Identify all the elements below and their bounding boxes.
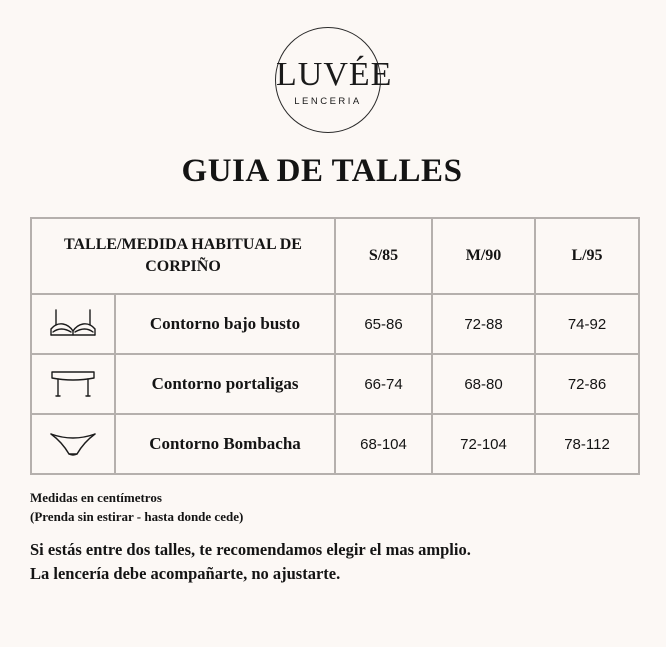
page-title: GUIA DE TALLES xyxy=(181,153,463,189)
size-tip xyxy=(30,538,471,586)
bra-icon xyxy=(48,307,98,341)
cell-value: 68-104 xyxy=(335,414,432,474)
note-line-1: Medidas en centímetros xyxy=(30,490,162,505)
header-label xyxy=(31,218,335,294)
cell-value: 72-104 xyxy=(432,414,535,474)
cell-value: 65-86 xyxy=(335,294,432,354)
header-size-s: S/85 xyxy=(335,218,432,294)
cell-value: 72-88 xyxy=(432,294,535,354)
header-size-l: L/95 xyxy=(535,218,639,294)
brand-logo xyxy=(275,27,393,133)
cell-value: 78-112 xyxy=(535,414,639,474)
cell-value: 68-80 xyxy=(432,354,535,414)
table-row xyxy=(31,414,639,474)
row-icon-cell xyxy=(31,354,115,414)
header-size-m: M/90 xyxy=(432,218,535,294)
measurement-notes xyxy=(30,488,243,526)
row-label: Contorno Bombacha xyxy=(115,414,335,474)
brand-name: LUVÉE xyxy=(276,56,393,93)
tip-line-1: Si estás entre dos talles, te recomendamos elegir el mas amplio. xyxy=(30,540,471,559)
table-header-row xyxy=(31,218,639,294)
row-icon-cell xyxy=(31,294,115,354)
row-label: Contorno portaligas xyxy=(115,354,335,414)
row-label: Contorno bajo busto xyxy=(115,294,335,354)
cell-value: 72-86 xyxy=(535,354,639,414)
table-row xyxy=(31,354,639,414)
garter-belt-icon xyxy=(48,367,98,401)
table-row xyxy=(31,294,639,354)
tip-line-2: La lencería debe acompañarte, no ajustarte. xyxy=(30,564,341,583)
size-guide-table xyxy=(30,217,640,475)
note-line-2: (Prenda sin estirar - hasta donde cede) xyxy=(30,509,244,524)
cell-value: 74-92 xyxy=(535,294,639,354)
brand-subtitle: LENCERIA xyxy=(294,96,362,107)
panty-icon xyxy=(48,427,98,461)
header-label-text: TALLE/MEDIDA HABITUAL DE CORPIÑO xyxy=(64,236,302,275)
cell-value: 66-74 xyxy=(335,354,432,414)
row-icon-cell xyxy=(31,414,115,474)
